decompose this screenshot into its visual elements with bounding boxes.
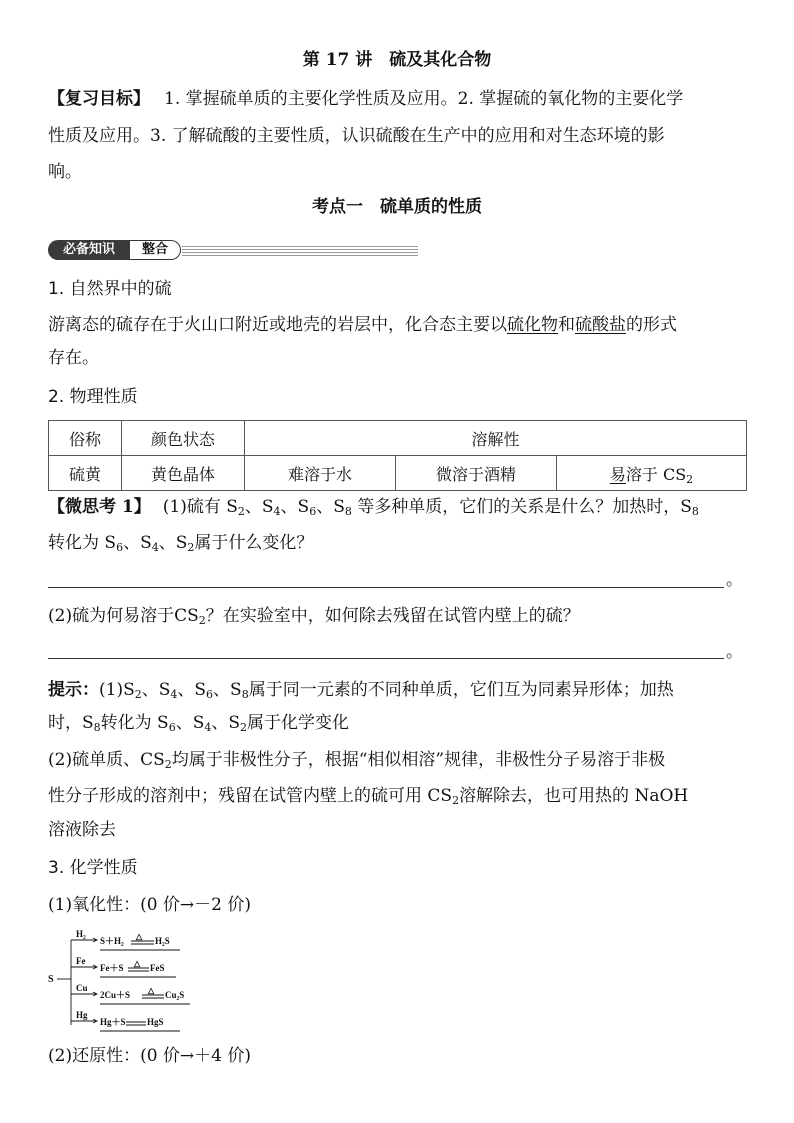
eq-fe: Fe＋S [100, 963, 124, 973]
think-text: ？在实验室中，如何除去残留在试管内壁上的硫？ [205, 606, 580, 626]
subscript: 2 [187, 541, 195, 554]
prod-cu2s: Cu₂S [165, 990, 185, 1000]
table-cell: 俗称 [49, 421, 122, 456]
hint-text: 溶解除去，也可用热的 NaOH [459, 786, 689, 806]
page-title: 第 17 讲 硫及其化合物 [302, 50, 492, 70]
hint-line2: 时，$S_8$转化为 $S_6$、$S_4$、$S_2$属于化学变化 [48, 713, 350, 734]
sep: 、 [177, 680, 195, 700]
subscript: 4 [204, 721, 212, 734]
s1-and: 和 [558, 315, 575, 335]
think-text: (2)硫为何易溶于CS [48, 606, 199, 626]
prod-fes: FeS [150, 963, 165, 973]
s1-line2: 存在。 [48, 348, 99, 368]
reagent-hg: Hg [76, 1010, 88, 1020]
hint-line1: 提示：$(1)S_2$、$S_4$、$S_6$、$S_8$属于同一元素的不同种单质，它们互为同素异形体；加热 [48, 680, 674, 701]
heat-symbol: △ [136, 932, 143, 941]
prod-hgs: HgS [147, 1017, 164, 1027]
sulfur-label: S [48, 974, 54, 985]
heat-symbol: △ [148, 986, 155, 995]
reagent-cu: Cu [76, 983, 88, 993]
sep: 、 [213, 680, 231, 700]
hint-text: 均属于非极性分子，根据“相似相溶”规律，非极性分子易溶于非极 [171, 750, 666, 770]
section-title: 考点一 硫单质的性质 [312, 197, 482, 217]
reagent-h2: H₂ [76, 929, 86, 939]
prod-h2s: H₂S [155, 936, 170, 946]
think-text: 转化为 S [48, 533, 117, 553]
subscript: 2 [237, 505, 245, 518]
review-goal-text1: 1. 掌握硫单质的主要化学性质及应用。2. 掌握硫的氧化物的主要化学 [164, 89, 684, 109]
sep: 、 [280, 497, 298, 517]
sep: 、 [211, 713, 229, 733]
s1-heading: 1. 自然界中的硫 [48, 279, 172, 299]
sep: 、 [316, 497, 334, 517]
answer-line-2[interactable] [48, 658, 724, 659]
table-cell: 溶解性 [245, 421, 747, 456]
heat-symbol: △ [134, 959, 141, 968]
hint-text: (1)S [99, 680, 135, 700]
sep: 、 [123, 533, 141, 553]
cs2-text: 溶于 CS [625, 464, 687, 484]
subscript: 8 [93, 721, 101, 734]
think-line1: 【微思考 1】 (1)硫有 $S_2$、$S_4$、$S_6$、$S_8$ 等多种单质，它们的关系是什么？加热时，$S_8$ [48, 497, 699, 518]
review-goal-label: 【复习目标】 [48, 89, 150, 109]
review-goal-line3: 响。 [48, 162, 82, 182]
hint-label: 提示： [48, 680, 99, 700]
hint-text: 时，S [48, 713, 94, 733]
eq-hg: Hg＋S [100, 1017, 126, 1027]
subscript: 2 [452, 794, 460, 807]
think-label: 【微思考 1】 [48, 497, 151, 517]
subscript: 2 [240, 721, 248, 734]
hint-text: (2)硫单质、CS [48, 750, 165, 770]
subscript: 8 [344, 505, 352, 518]
sep: 、 [244, 497, 262, 517]
underlined-sulfate: 硫酸盐 [575, 315, 626, 335]
oxidation-heading: (1)氧化性：(0 价→－2 价) [48, 895, 252, 915]
subscript: 2 [686, 472, 694, 486]
think-q2 [48, 606, 580, 626]
eq-cu: 2Cu＋S [100, 990, 131, 1000]
knowledge-badge [48, 240, 370, 262]
subscript: 4 [273, 505, 281, 518]
sulfur-oxidation-diagram [44, 928, 194, 1036]
badge-stripe [182, 246, 418, 256]
hint-text: 性分子形成的溶剂中；残留在试管内壁上的硫可用 CS [48, 786, 453, 806]
underlined-sulfide: 硫化物 [507, 315, 558, 335]
reagent-fe: Fe [76, 956, 86, 966]
answer-end-2: 。 [726, 642, 743, 662]
table-cell [557, 456, 747, 491]
review-goal-line1 [48, 89, 683, 109]
table-header-row [49, 421, 747, 456]
reduction-heading: (2)还原性：(0 价→＋4 价) [48, 1046, 252, 1066]
physical-properties-table [48, 420, 747, 491]
subscript: 6 [116, 541, 124, 554]
think-text: 等多种单质，它们的关系是什么？加热时，S [357, 497, 692, 517]
s1-text: 游离态的硫存在于火山口附近或地壳的岩层中，化合态主要以 [48, 315, 507, 335]
table-cell: 难溶于水 [245, 456, 396, 491]
s1-line1 [48, 315, 677, 335]
hint-line4 [48, 786, 688, 806]
subscript: 2 [134, 688, 142, 701]
hint-line3 [48, 750, 665, 770]
answer-end-1: 。 [726, 570, 743, 590]
sep: 、 [158, 533, 176, 553]
review-goal-line2: 性质及应用。3. 了解硫酸的主要性质，认识硫酸在生产中的应用和对生态环境的影 [48, 126, 665, 146]
table-row [49, 456, 747, 491]
subscript: 2 [164, 758, 172, 771]
subscript: 2 [198, 614, 206, 627]
badge-right: 整合 [130, 240, 181, 260]
subscript: 8 [241, 688, 249, 701]
sep: 、 [175, 713, 193, 733]
subscript: 6 [309, 505, 317, 518]
s3-heading: 3. 化学性质 [48, 858, 138, 878]
hint-text: 属于同一元素的不同种单质，它们互为同素异形体；加热 [248, 680, 674, 700]
s2-heading: 2. 物理性质 [48, 387, 138, 407]
eq-h2: S＋H₂ [100, 936, 124, 946]
think-line2: 转化为 $S_6$、$S_4$、$S_2$属于什么变化？ [48, 533, 314, 554]
subscript: 8 [691, 505, 699, 518]
answer-line-1[interactable] [48, 587, 724, 588]
table-cell: 硫黄 [49, 456, 122, 491]
think-text: (1)硫有 S [162, 497, 238, 517]
badge-left: 必备知识 [48, 240, 130, 260]
hint-line5: 溶液除去 [48, 820, 116, 840]
hint-text: 属于化学变化 [247, 713, 350, 733]
table-cell: 微溶于酒精 [396, 456, 557, 491]
table-cell: 黄色晶体 [122, 456, 245, 491]
subscript: 4 [170, 688, 178, 701]
think-text: 属于什么变化？ [194, 533, 314, 553]
s1-form: 的形式 [626, 315, 677, 335]
hint-text: 转化为 S [100, 713, 169, 733]
table-cell: 颜色状态 [122, 421, 245, 456]
subscript: 4 [151, 541, 159, 554]
subscript: 6 [206, 688, 214, 701]
subscript: 6 [168, 721, 176, 734]
sep: 、 [141, 680, 159, 700]
underlined-easy: 易 [609, 464, 626, 484]
